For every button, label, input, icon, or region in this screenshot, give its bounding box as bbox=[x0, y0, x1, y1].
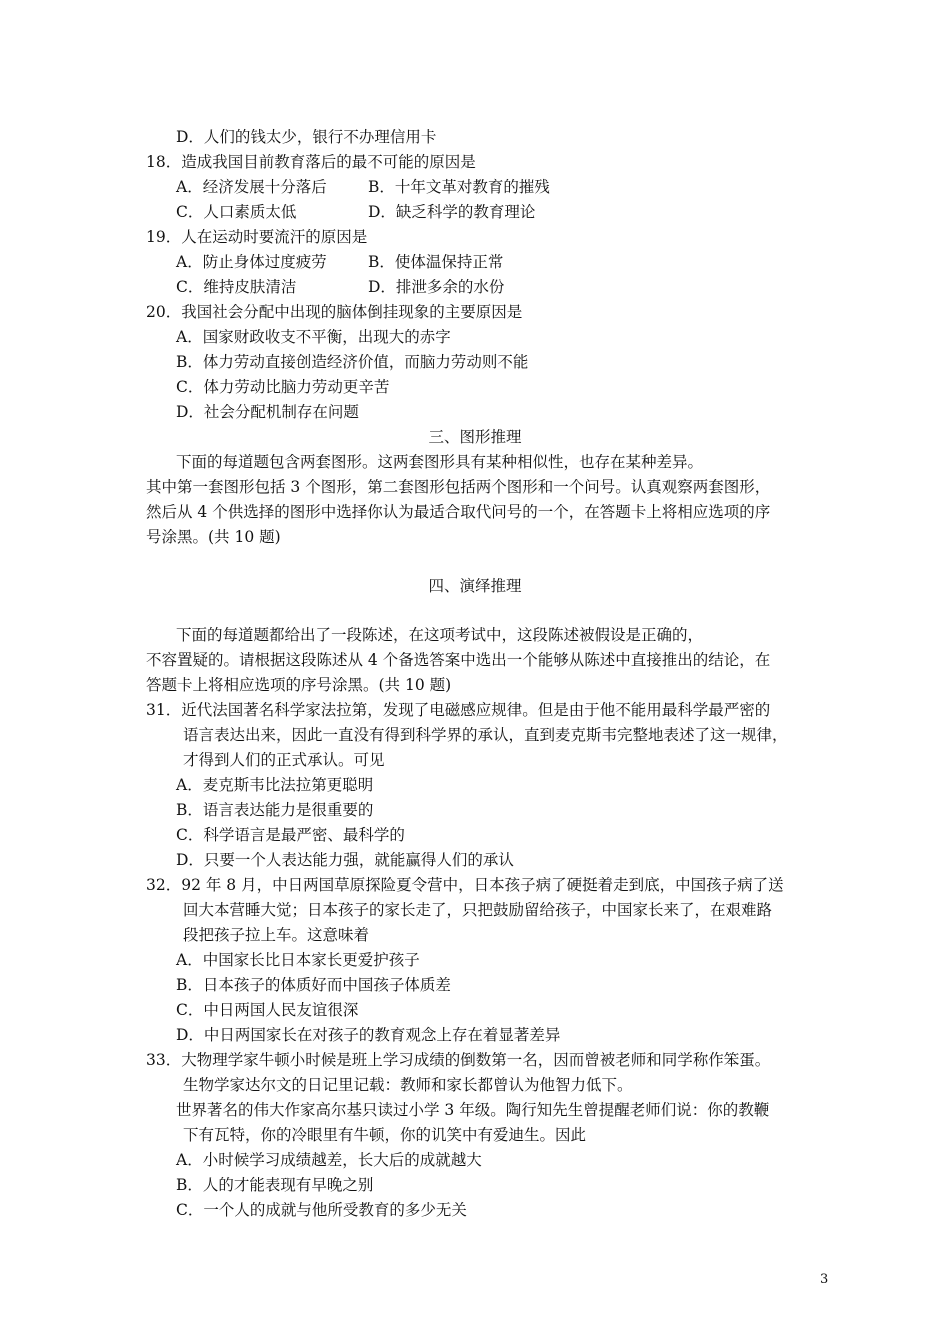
q31-option-b: B．语言表达能力是很重要的 bbox=[176, 801, 374, 819]
q18-option-d: D．缺乏科学的教育理论 bbox=[368, 203, 536, 221]
q33-stem-line-4: 下有瓦特，你的冷眼里有牛顿，你的讥笑中有爱迪生。因此 bbox=[183, 1126, 587, 1144]
q32-stem-line-1: 32．92 年 8 月，中日两国草原探险夏令营中，日本孩子病了硬挺着走到底，中国孩子病了送 bbox=[146, 876, 784, 894]
q18-option-a: A．经济发展十分落后 bbox=[176, 178, 327, 196]
q18-stem: 18．造成我国目前教育落后的最不可能的原因是 bbox=[146, 153, 476, 171]
q20-stem: 20．我国社会分配中出现的脑体倒挂现象的主要原因是 bbox=[146, 303, 523, 321]
section4-intro-line-3: 答题卡上将相应选项的序号涂黑。(共 10 题) bbox=[146, 676, 452, 694]
q32-option-a: A．中国家长比日本家长更爱护孩子 bbox=[176, 951, 420, 969]
q19-option-c: C．维持皮肤清洁 bbox=[176, 278, 297, 296]
section4-title: 四、演绎推理 bbox=[428, 577, 522, 595]
q19-option-d: D．排泄多余的水份 bbox=[368, 278, 505, 296]
q18-option-b: B．十年文革对教育的摧残 bbox=[368, 178, 550, 196]
q33-option-a: A．小时候学习成绩越差，长大后的成就越大 bbox=[176, 1151, 482, 1169]
section3-intro-line-3: 然后从 4 个供选择的图形中选择你认为最适合取代问号的一个，在答题卡上将相应选项的序 bbox=[146, 503, 771, 521]
q32-option-c: C．中日两国人民友谊很深 bbox=[176, 1001, 359, 1019]
q18-option-c: C．人口素质太低 bbox=[176, 203, 297, 221]
q31-option-d: D．只要一个人表达能力强，就能赢得人们的承认 bbox=[176, 851, 514, 869]
q32-option-d: D．中日两国家长在对孩子的教育观念上存在着显著差异 bbox=[176, 1026, 561, 1044]
q31-option-a: A．麦克斯韦比法拉第更聪明 bbox=[176, 776, 374, 794]
q31-stem-line-2: 语言表达出来，因此一直没有得到科学界的承认，直到麦克斯韦完整地表述了这一规律， bbox=[183, 726, 788, 744]
section4-intro-line-1: 下面的每道题都给出了一段陈述，在这项考试中，这段陈述被假设是正确的， bbox=[176, 626, 704, 644]
q20-option-c: C．体力劳动比脑力劳动更辛苦 bbox=[176, 378, 390, 396]
section4-intro-line-2: 不容置疑的。请根据这段陈述从 4 个备选答案中选出一个能够从陈述中直接推出的结论，在 bbox=[146, 651, 771, 669]
page-number: 3 bbox=[820, 1272, 829, 1287]
section3-title: 三、图形推理 bbox=[428, 428, 522, 446]
section3-intro-line-1: 下面的每道题包含两套图形。这两套图形具有某种相似性，也存在某种差异。 bbox=[176, 453, 704, 471]
q19-option-a: A．防止身体过度疲劳 bbox=[176, 253, 327, 271]
section3-intro-line-4: 号涂黑。(共 10 题) bbox=[146, 528, 281, 546]
q33-stem-line-1: 33．大物理学家牛顿小时候是班上学习成绩的倒数第一名，因而曾被老师和同学称作笨蛋。 bbox=[146, 1051, 771, 1069]
q33-option-b: B．人的才能表现有早晚之别 bbox=[176, 1176, 374, 1194]
q32-option-b: B．日本孩子的体质好而中国孩子体质差 bbox=[176, 976, 451, 994]
q32-stem-line-2: 回大本营睡大觉；日本孩子的家长走了，只把鼓励留给孩子，中国家长来了，在艰难路 bbox=[183, 901, 773, 919]
q31-stem-line-3: 才得到人们的正式承认。可见 bbox=[183, 751, 385, 769]
q31-option-c: C．科学语言是最严密、最科学的 bbox=[176, 826, 405, 844]
q33-stem-line-2: 生物学家达尔文的日记里记载：教师和家长都曾认为他智力低下。 bbox=[183, 1076, 633, 1094]
q20-option-d: D．社会分配机制存在问题 bbox=[176, 403, 359, 421]
q33-option-c: C．一个人的成就与他所受教育的多少无关 bbox=[176, 1201, 467, 1219]
q20-option-b: B．体力劳动直接创造经济价值，而脑力劳动则不能 bbox=[176, 353, 529, 371]
q19-stem: 19．人在运动时要流汗的原因是 bbox=[146, 228, 368, 246]
q19-option-b: B．使体温保持正常 bbox=[368, 253, 504, 271]
q33-stem-line-3: 世界著名的伟大作家高尔基只读过小学 3 年级。陶行知先生曾提醒老师们说：你的教鞭 bbox=[176, 1101, 770, 1119]
q20-option-a: A．国家财政收支不平衡，出现大的赤字 bbox=[176, 328, 451, 346]
q32-stem-line-3: 段把孩子拉上车。这意味着 bbox=[183, 926, 370, 944]
section3-intro-line-2: 其中第一套图形包括 3 个图形，第二套图形包括两个图形和一个问号。认真观察两套图形， bbox=[146, 478, 771, 496]
q17-option-d: D．人们的钱太少，银行不办理信用卡 bbox=[176, 128, 437, 146]
q31-stem-line-1: 31．近代法国著名科学家法拉第，发现了电磁感应规律。但是由于他不能用最科学最严密的 bbox=[146, 701, 771, 719]
